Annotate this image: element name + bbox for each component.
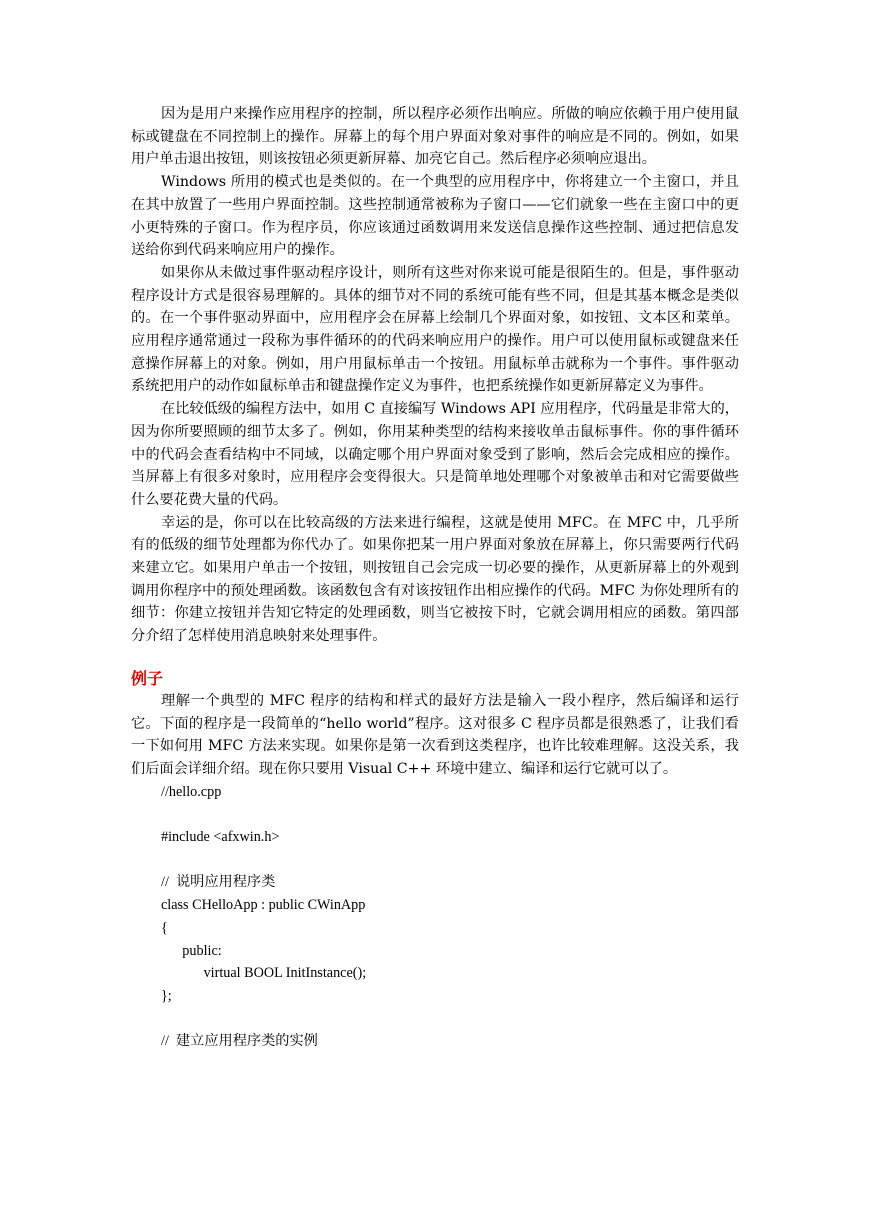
code-listing bbox=[131, 781, 739, 1053]
code-line: class CHelloApp : public CWinApp bbox=[161, 897, 366, 914]
section-heading-example: 例子 bbox=[131, 668, 164, 688]
paragraph-windows-model: Windows 所用的模式也是类似的。在一个典型的应用程序中，你将建立一个主窗口，并且在其中放置了一些用户界面控制。这些控制通常被称为子窗口——它们就象一些在主窗口中的更小更特殊的子窗口。作为程序员，你应该通过函数调用来发送信息操作这些控制、通过把信息发送给你到代码来响应用户的操作。 bbox=[131, 174, 739, 259]
code-line bbox=[161, 803, 739, 826]
code-line: public: bbox=[161, 942, 222, 959]
code-line: // 建立应用程序类的实例 bbox=[161, 1033, 318, 1050]
paragraph-event-response: 因为是用户来操作应用程序的控制，所以程序必须作出响应。所做的响应依赖于用户使用鼠标或键盘在不同控制上的操作。屏幕上的每个用户界面对象对事件的响应是不同的。例如，如果用户单击退出按钮，则该按钮必须更新屏幕、加亮它自己。然后程序必须响应退出。 bbox=[131, 106, 739, 168]
code-line: #include <afxwin.h> bbox=[161, 829, 280, 846]
code-line bbox=[161, 849, 739, 872]
code-line bbox=[161, 1008, 739, 1031]
paragraph-low-level: 在比较低级的编程方法中，如用 C 直接编写 Windows API 应用程序，代码量是非常大的，因为你所要照顾的细节太多了。例如，你用某种类型的结构来接收单击鼠标事件。你的事件循环中的代码会查看结构中不同域，以确定哪个用户界面对象受到了影响，然后会完成相应的操作。当屏幕上有很多对象时，应用程序会变得很大。只是简单地处理哪个对象被单击和对它需要做些什么要花费大量的代码。 bbox=[131, 401, 739, 508]
code-line: // 说明应用程序类 bbox=[161, 874, 276, 891]
code-line: //hello.cpp bbox=[161, 783, 222, 800]
document-page bbox=[131, 103, 739, 1053]
paragraph-example-intro: 理解一个典型的 MFC 程序的结构和样式的最好方法是输入一段小程序，然后编译和运行它。下面的程序是一段简单的“hello world”程序。这对很多 C 程序员都是很熟悉了，让我们看一下如何用 MFC 方法来实现。如果你是第一次看到这类程序，也许比较难理解。这没关系，我们后面会详细介绍。现在你只要用 Visual C++ 环境中建立、编译和运行它就可以了。 bbox=[131, 692, 739, 777]
paragraph-mfc: 幸运的是，你可以在比较高级的方法来进行编程，这就是使用 MFC。在 MFC 中，几乎所有的低级的细节处理都为你代办了。如果你把某一用户界面对象放在屏幕上，你只需要两行代码来建立它。如果用户单击一个按钮，则按钮自己会完成一切必要的操作，从更新屏幕上的外观到调用你程序中的预处理函数。该函数包含有对该按钮作出相应操作的代码。MFC 为你处理所有的细节：你建立按钮并告知它特定的处理函数，则当它被按下时，它就会调用相应的函数。第四部分介绍了怎样使用消息映射来处理事件。 bbox=[131, 514, 739, 645]
code-line: { bbox=[161, 919, 168, 936]
code-line: }; bbox=[161, 987, 172, 1004]
code-line: virtual BOOL InitInstance(); bbox=[161, 965, 367, 982]
paragraph-event-driven: 如果你从未做过事件驱动程序设计，则所有这些对你来说可能是很陌生的。但是，事件驱动程序设计方式是很容易理解的。具体的细节对不同的系统可能有些不同，但是其基本概念是类似的。在一个事件驱动界面中，应用程序会在屏幕上绘制几个界面对象，如按钮、文本区和菜单。应用程序通常通过一段称为事件循环的的代码来响应用户的操作。用户可以使用鼠标或键盘来任意操作屏幕上的对象。例如，用户用鼠标单击一个按钮。用鼠标单击就称为一个事件。事件驱动系统把用户的动作如鼠标单击和键盘操作定义为事件，也把系统操作如更新屏幕定义为事件。 bbox=[131, 264, 739, 395]
